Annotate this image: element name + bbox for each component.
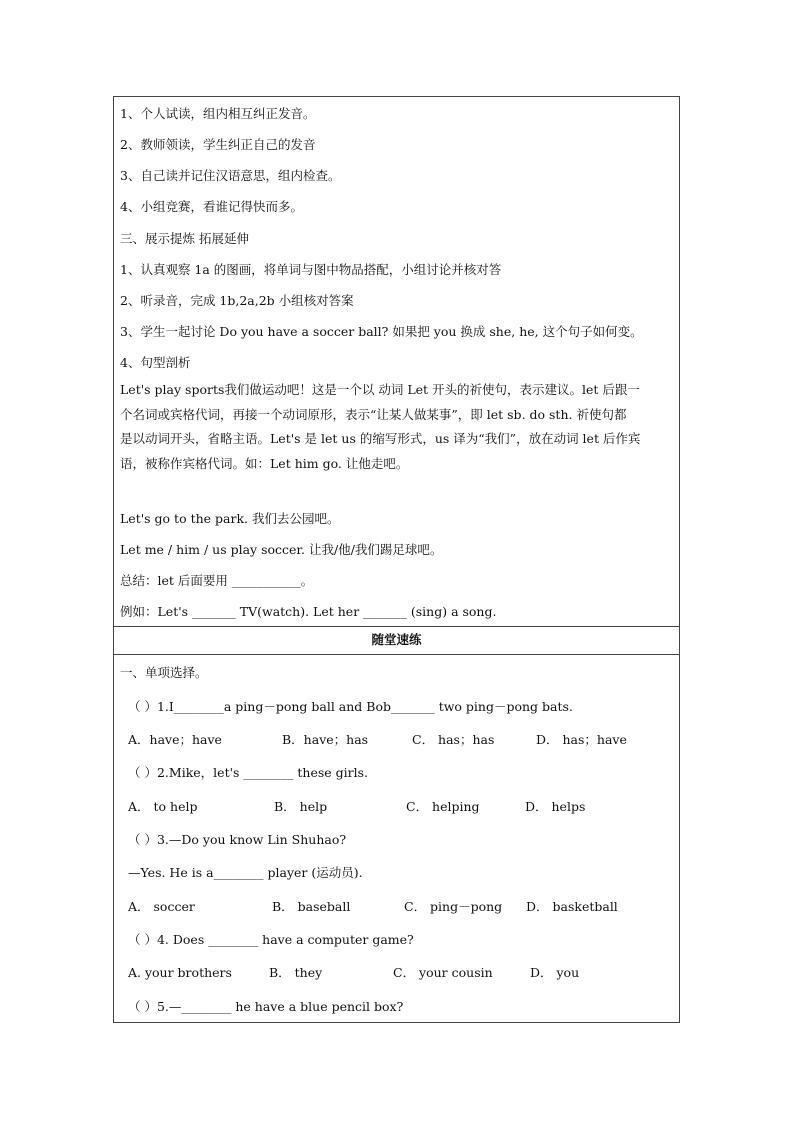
option-b: B． baseball xyxy=(272,899,351,914)
analysis-line: Let's play sports我们做运动吧！这是一个以 动词 Let 开头的祈使句，表示建议。let 后跟一 xyxy=(120,382,640,397)
question-3-answer-line: —Yes. He is a________ player (运动员). xyxy=(128,865,363,880)
question-3-stem: （ ）3.—Do you know Lin Shuhao? xyxy=(128,832,347,847)
option-d: D． has；have xyxy=(536,732,627,747)
question-2-stem: （ ）2.Mike，let's ________ these girls. xyxy=(128,765,369,780)
grammar-analysis xyxy=(120,378,673,477)
option-d: D． helps xyxy=(525,799,586,814)
option-b: B． they xyxy=(269,965,323,980)
option-a: A． soccer xyxy=(128,899,195,914)
section-3-item-1: 1、认真观察 1a 的图画，将单词与图中物品搭配，小组讨论并核对答 xyxy=(120,262,502,277)
option-a: A．have；have xyxy=(128,732,222,747)
row-divider xyxy=(114,654,679,655)
practice-title: 随堂速练 xyxy=(371,632,422,647)
option-a: A. your brothers xyxy=(128,965,232,980)
option-c: C． helping xyxy=(406,799,480,814)
option-d: D． you xyxy=(530,965,580,980)
analysis-line: 语，被称作宾格代词。如：Let him go. 让他走吧。 xyxy=(120,456,409,472)
option-c: C． ping－pong xyxy=(404,899,503,914)
practice-part-title: 一、单项选择。 xyxy=(120,665,208,680)
section-3-title: 三、展示提炼 拓展延伸 xyxy=(120,231,249,246)
option-a: A． to help xyxy=(128,799,198,814)
section-3-item-2: 2、听录音，完成 1b,2a,2b 小组核对答案 xyxy=(120,293,354,308)
step-4: 4、小组竞赛，看谁记得快而多。 xyxy=(120,199,303,214)
option-b: B．have；has xyxy=(282,732,369,747)
question-5-stem: （ ）5.—________ he have a blue pencil box? xyxy=(128,999,404,1014)
option-c: C． has；has xyxy=(412,732,495,747)
step-2: 2、教师领读，学生纠正自己的发音 xyxy=(120,137,316,152)
analysis-line: 是以动词开头，省略主语。Let's 是 let us 的缩写形式，us 译为“我们”，放在动词 let 后作宾 xyxy=(120,431,641,447)
row-divider xyxy=(114,626,679,627)
lesson-table xyxy=(113,96,680,1023)
example-park: Let's go to the park. 我们去公园吧。 xyxy=(120,511,340,526)
example-fill: 例如：Let's _______ TV(watch). Let her _______ (sing) a song. xyxy=(120,604,497,619)
option-d: D． basketball xyxy=(526,899,618,914)
step-3: 3、自己读并记住汉语意思，组内检查。 xyxy=(120,168,341,183)
option-c: C． your cousin xyxy=(393,965,493,980)
step-1: 1、个人试读，组内相互纠正发音。 xyxy=(120,106,316,121)
question-1-stem: （ ）1.I________a ping－pong ball and Bob_______ two ping－pong bats. xyxy=(128,699,573,714)
option-b: B． help xyxy=(274,799,328,814)
summary-line: 总结：let 后面要用 ___________。 xyxy=(120,573,314,588)
section-3-item-4: 4、句型剖析 xyxy=(120,355,191,370)
analysis-line: 个名词或宾格代词，再接一个动词原形，表示“让某人做某事”，即 let sb. do sth. 祈使句都 xyxy=(120,406,627,422)
question-4-stem: （ ）4. Does ________ have a computer game? xyxy=(128,932,414,947)
section-3-item-3: 3、学生一起讨论 Do you have a soccer ball? 如果把 you 换成 she, he, 这个句子如何变。 xyxy=(120,324,643,339)
example-soccer: Let me / him / us play soccer. 让我/他/我们踢足球吧。 xyxy=(120,542,443,557)
